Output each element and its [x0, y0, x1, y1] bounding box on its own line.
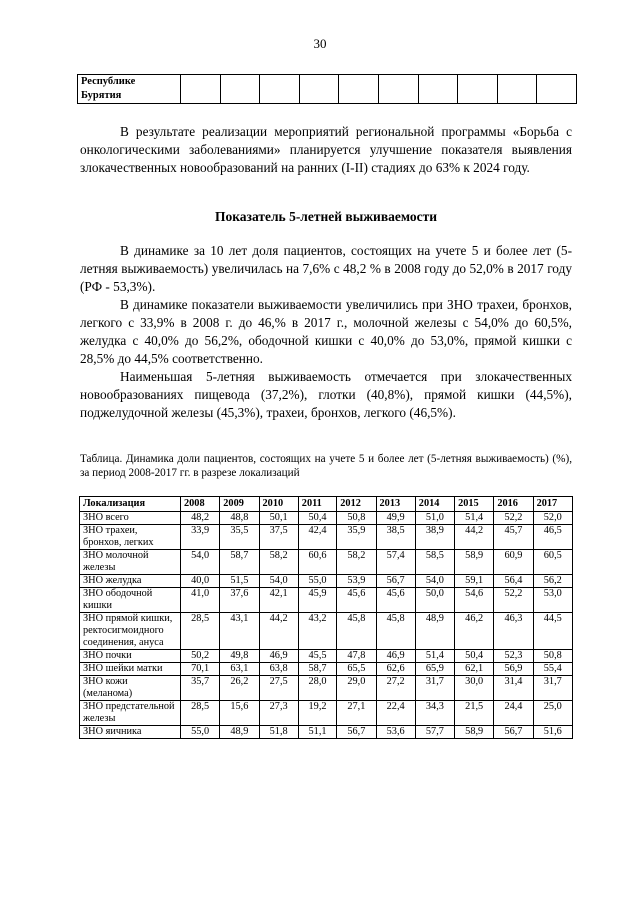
table-row [80, 613, 573, 650]
paragraph-improvements: В динамике показатели выживаемости увеличились при ЗНО трахеи, бронхов, легкого с 33,9% в 2008 г. до 46,% в 2017 г., молочной железы с 54,0% до 60,5%, желудка с 40,0% до 56,2%, ободочной кишки с 40,0% до 53,0%, прямой кишки с 28,5% до 44,5% соответственно. [80, 297, 572, 366]
table-row [80, 663, 573, 676]
table-header-row [80, 497, 573, 512]
value-cell: 44,2 [455, 525, 494, 550]
value-cell: 60,6 [298, 550, 336, 575]
value-cell: 62,1 [455, 663, 494, 676]
value-cell: 46,9 [376, 650, 415, 663]
value-cell: 54,0 [181, 550, 220, 575]
value-cell: 45,8 [376, 613, 415, 650]
empty-cell [378, 75, 418, 104]
table-row [80, 525, 573, 550]
value-cell: 37,5 [259, 525, 298, 550]
value-cell: 40,0 [181, 575, 220, 588]
value-cell: 58,2 [259, 550, 298, 575]
value-cell: 22,4 [376, 701, 415, 726]
table-row [80, 588, 573, 613]
value-cell: 58,5 [415, 550, 454, 575]
empty-cell [537, 75, 577, 104]
value-cell: 43,2 [298, 613, 336, 650]
paragraph-dynamics: В динамике за 10 лет доля пациентов, состоящих на учете 5 и более лет (5-летняя выживаемость) увеличилась на 7,6% с 48,2 % в 2008 году до 52,0% в 2017 году (РФ - 53,3%). [80, 243, 572, 294]
value-cell: 35,9 [337, 525, 376, 550]
header-year: 2015 [455, 497, 494, 512]
value-cell: 45,5 [298, 650, 336, 663]
body-text [80, 242, 572, 422]
value-cell: 48,2 [181, 512, 220, 525]
header-year: 2013 [376, 497, 415, 512]
value-cell: 26,2 [220, 676, 259, 701]
localization-cell: ЗНО шейки матки [80, 663, 181, 676]
value-cell: 51,0 [415, 512, 454, 525]
section-heading: Показатель 5-летней выживаемости [214, 209, 438, 224]
value-cell: 51,4 [415, 650, 454, 663]
value-cell: 54,0 [415, 575, 454, 588]
value-cell: 31,4 [494, 676, 533, 701]
value-cell: 56,4 [494, 575, 533, 588]
value-cell: 51,4 [455, 512, 494, 525]
value-cell: 55,0 [181, 726, 220, 739]
table-row [80, 550, 573, 575]
header-year: 2011 [298, 497, 336, 512]
page-number: 30 [313, 36, 327, 51]
value-cell: 56,9 [494, 663, 533, 676]
value-cell: 43,1 [220, 613, 259, 650]
table-caption: Таблица. Динамика доли пациентов, состоящих на учете 5 и более лет (5-летняя выживаемость) (%), за период 2008-2017 гг. в разрезе локализаций [80, 453, 572, 479]
value-cell: 31,7 [533, 676, 572, 701]
top-table-fragment [77, 74, 577, 104]
localization-cell: ЗНО предстательной железы [80, 701, 181, 726]
value-cell: 28,5 [181, 613, 220, 650]
value-cell: 52,2 [494, 588, 533, 613]
value-cell: 34,3 [415, 701, 454, 726]
value-cell: 51,5 [220, 575, 259, 588]
table-body [80, 512, 573, 739]
value-cell: 45,6 [376, 588, 415, 613]
value-cell: 45,9 [298, 588, 336, 613]
value-cell: 38,9 [415, 525, 454, 550]
header-year: 2016 [494, 497, 533, 512]
value-cell: 35,7 [181, 676, 220, 701]
value-cell: 55,0 [298, 575, 336, 588]
empty-cell [299, 75, 339, 104]
value-cell: 37,6 [220, 588, 259, 613]
localization-cell: ЗНО желудка [80, 575, 181, 588]
value-cell: 50,2 [181, 650, 220, 663]
value-cell: 45,7 [494, 525, 533, 550]
value-cell: 50,0 [415, 588, 454, 613]
value-cell: 45,8 [337, 613, 376, 650]
localization-cell: ЗНО трахеи, бронхов, легких [80, 525, 181, 550]
value-cell: 46,5 [533, 525, 572, 550]
value-cell: 51,8 [259, 726, 298, 739]
value-cell: 56,7 [337, 726, 376, 739]
value-cell: 19,2 [298, 701, 336, 726]
table-row [80, 676, 573, 701]
paragraph-results: В результате реализации мероприятий региональной программы «Борьба с онкологическими заболеваниями» планируется улучшение показателя выявления злокачественных новообразований на ранних (I-II) стадиях до 63% к 2024 году. [80, 124, 572, 175]
value-cell: 63,1 [220, 663, 259, 676]
value-cell: 49,8 [220, 650, 259, 663]
value-cell: 28,0 [298, 676, 336, 701]
value-cell: 48,9 [220, 726, 259, 739]
value-cell: 52,0 [533, 512, 572, 525]
value-cell: 27,3 [259, 701, 298, 726]
value-cell: 58,7 [220, 550, 259, 575]
value-cell: 62,6 [376, 663, 415, 676]
value-cell: 65,9 [415, 663, 454, 676]
value-cell: 29,0 [337, 676, 376, 701]
value-cell: 47,8 [337, 650, 376, 663]
header-year: 2014 [415, 497, 454, 512]
value-cell: 56,7 [376, 575, 415, 588]
value-cell: 27,1 [337, 701, 376, 726]
value-cell: 42,4 [298, 525, 336, 550]
localization-cell: ЗНО кожи (меланома) [80, 676, 181, 701]
empty-cell [458, 75, 498, 104]
empty-cell [260, 75, 300, 104]
value-cell: 53,6 [376, 726, 415, 739]
value-cell: 48,8 [220, 512, 259, 525]
value-cell: 27,5 [259, 676, 298, 701]
value-cell: 53,9 [337, 575, 376, 588]
value-cell: 24,4 [494, 701, 533, 726]
value-cell: 46,3 [494, 613, 533, 650]
value-cell: 51,6 [533, 726, 572, 739]
value-cell: 35,5 [220, 525, 259, 550]
value-cell: 45,6 [337, 588, 376, 613]
value-cell: 57,4 [376, 550, 415, 575]
value-cell: 33,9 [181, 525, 220, 550]
localization-cell: ЗНО молочной железы [80, 550, 181, 575]
value-cell: 55,4 [533, 663, 572, 676]
empty-cell [497, 75, 537, 104]
value-cell: 57,7 [415, 726, 454, 739]
value-cell: 50,8 [337, 512, 376, 525]
empty-cell [220, 75, 260, 104]
value-cell: 58,9 [455, 726, 494, 739]
value-cell: 63,8 [259, 663, 298, 676]
value-cell: 58,7 [298, 663, 336, 676]
table-row [80, 575, 573, 588]
value-cell: 38,5 [376, 525, 415, 550]
value-cell: 48,9 [415, 613, 454, 650]
table-row [80, 512, 573, 525]
header-localization: Локализация [80, 497, 181, 512]
paragraph-lowest: Наименьшая 5-летняя выживаемость отмечается при злокачественных новообразованиях пищевода (37,2%), глотки (40,8%), прямой кишки (44,5%), поджелудочной железы (45,3%), трахеи, бронхов, легкого (46,5%). [80, 369, 572, 420]
value-cell: 51,1 [298, 726, 336, 739]
localization-cell: ЗНО всего [80, 512, 181, 525]
region-cell [78, 75, 181, 104]
value-cell: 54,6 [455, 588, 494, 613]
value-cell: 28,5 [181, 701, 220, 726]
value-cell: 31,7 [415, 676, 454, 701]
table-row [80, 650, 573, 663]
localization-cell: ЗНО почки [80, 650, 181, 663]
value-cell: 58,9 [455, 550, 494, 575]
header-year: 2010 [259, 497, 298, 512]
value-cell: 50,8 [533, 650, 572, 663]
value-cell: 25,0 [533, 701, 572, 726]
survival-table [79, 496, 573, 739]
table-row [78, 75, 577, 104]
header-year: 2009 [220, 497, 259, 512]
value-cell: 54,0 [259, 575, 298, 588]
empty-cell [339, 75, 379, 104]
region-label-line2: Бурятия [81, 90, 122, 101]
localization-cell: ЗНО яичника [80, 726, 181, 739]
table-row [80, 701, 573, 726]
value-cell: 53,0 [533, 588, 572, 613]
value-cell: 65,5 [337, 663, 376, 676]
region-label-line1: Республике [81, 76, 136, 87]
value-cell: 52,2 [494, 512, 533, 525]
value-cell: 56,2 [533, 575, 572, 588]
value-cell: 27,2 [376, 676, 415, 701]
table-row [80, 726, 573, 739]
value-cell: 15,6 [220, 701, 259, 726]
value-cell: 59,1 [455, 575, 494, 588]
value-cell: 70,1 [181, 663, 220, 676]
value-cell: 56,7 [494, 726, 533, 739]
value-cell: 60,9 [494, 550, 533, 575]
value-cell: 41,0 [181, 588, 220, 613]
header-year: 2017 [533, 497, 572, 512]
value-cell: 49,9 [376, 512, 415, 525]
value-cell: 30,0 [455, 676, 494, 701]
localization-cell: ЗНО ободочной кишки [80, 588, 181, 613]
value-cell: 42,1 [259, 588, 298, 613]
value-cell: 46,9 [259, 650, 298, 663]
value-cell: 46,2 [455, 613, 494, 650]
empty-cell [418, 75, 458, 104]
value-cell: 60,5 [533, 550, 572, 575]
header-year: 2008 [181, 497, 220, 512]
value-cell: 58,2 [337, 550, 376, 575]
value-cell: 44,5 [533, 613, 572, 650]
value-cell: 44,2 [259, 613, 298, 650]
value-cell: 50,4 [298, 512, 336, 525]
value-cell: 52,3 [494, 650, 533, 663]
localization-cell: ЗНО прямой кишки, ректосигмоидного соединения, ануса [80, 613, 181, 650]
value-cell: 21,5 [455, 701, 494, 726]
value-cell: 50,1 [259, 512, 298, 525]
empty-cell [181, 75, 221, 104]
value-cell: 50,4 [455, 650, 494, 663]
header-year: 2012 [337, 497, 376, 512]
